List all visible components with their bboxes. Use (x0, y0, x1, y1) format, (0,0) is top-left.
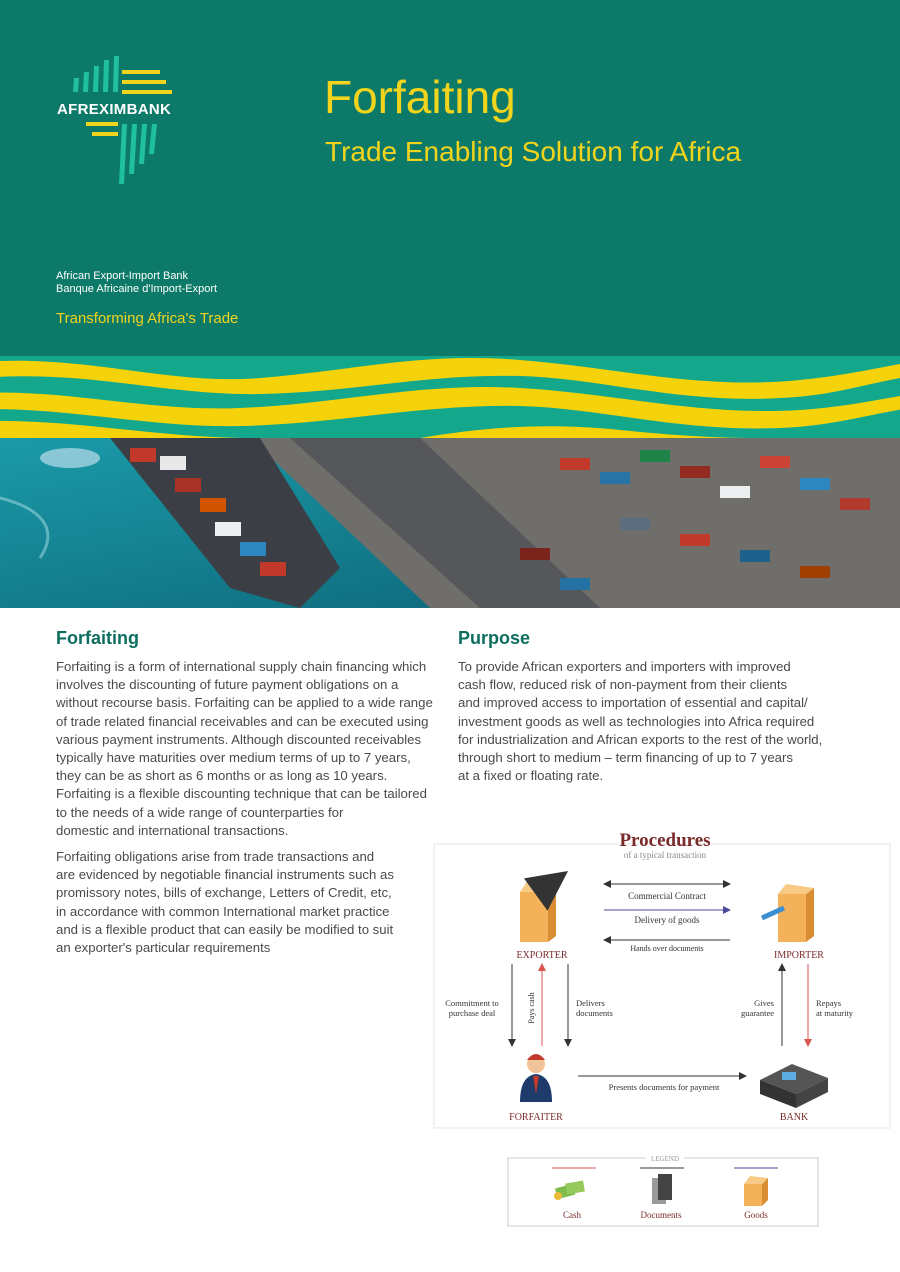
flow-hands-over-documents: Hands over documents (630, 944, 704, 953)
legend-goods: Goods (744, 1210, 768, 1220)
diagram-title: Procedures (619, 830, 711, 851)
text-line: of trade related financial receivables and can be executed using (56, 713, 429, 729)
flow-commercial-contract: Commercial Contract (628, 891, 706, 901)
legend-cash: Cash (563, 1210, 581, 1220)
procedures-diagram (432, 822, 892, 1232)
text-line: to the needs of a wide range of counterparties for (56, 804, 344, 820)
forfaiting-paragraph-2 (56, 848, 446, 957)
header-banner (0, 0, 900, 356)
forfaiting-paragraph-1 (56, 658, 446, 840)
node-importer: IMPORTER (774, 950, 824, 961)
text-line: are evidenced by negotiable financial instruments such as (56, 867, 394, 883)
text-line: an exporter's particular requirements (56, 940, 271, 956)
page-subtitle: Trade Enabling Solution for Africa (325, 136, 742, 167)
text-line: Forfaiting is a form of international supply chain financing which (56, 659, 427, 674)
bank-name-english: African Export-Import Bank (56, 270, 189, 282)
logo-text: AFREXIMBANK (57, 101, 172, 118)
flow-gives-line2: guarantee (740, 1008, 774, 1018)
text-line: they can be as short as 6 months or as long as 10 years. (56, 768, 388, 784)
flow-presents-documents: Presents documents for payment (608, 1082, 720, 1092)
node-forfaiter: FORFAITER (509, 1112, 563, 1123)
flow-repays-line2: at maturity (816, 1008, 854, 1018)
text-line: for industrialization and African exports to the rest of the world, (458, 731, 823, 747)
flow-delivers-line2: documents (576, 1008, 613, 1018)
text-line: through short to medium – term financing of up to 7 years (458, 750, 793, 766)
goods-icon (744, 1176, 768, 1206)
flow-commitment-line1: Commitment to (445, 998, 499, 1008)
text-line: and is a flexible product that can easily be modified to suit (56, 921, 394, 937)
text-line: Forfaiting obligations arise from trade transactions and (56, 849, 375, 864)
diagram-subtitle: of a typical transaction (623, 850, 707, 860)
text-line: without recourse basis. Forfaiting can be applied to a wide range (56, 695, 433, 711)
text-line: in accordance with common International market practice (56, 903, 390, 919)
text-line: at a fixed or floating rate. (458, 768, 604, 784)
flow-gives-line1: Gives (754, 998, 774, 1008)
text-line: cash flow, reduced risk of non-payment from their clients (458, 677, 788, 693)
afreximbank-logo-icon (56, 52, 186, 192)
flow-commitment-line2: purchase deal (448, 1008, 496, 1018)
text-line: promissory notes, bills of exchange, Letters of Credit, etc, (56, 885, 392, 901)
forfaiting-heading: Forfaiting (56, 628, 139, 648)
bank-name-french: Banque Africaine d'Import-Export (56, 283, 218, 295)
decorative-wave-band (0, 356, 900, 438)
text-line: domestic and international transactions. (56, 822, 289, 838)
text-line: various payment instruments. Although discounted receivables (56, 731, 422, 747)
documents-icon (652, 1174, 672, 1204)
port-aerial-photo (0, 438, 900, 608)
tagline: Transforming Africa's Trade (56, 310, 239, 327)
flow-repays-line1: Repays (816, 998, 842, 1008)
text-line: typically have maturities over medium terms of up to 7 years, (56, 750, 411, 766)
text-line: and improved access to importation of essential and capital/ (458, 695, 808, 711)
text-line: involves the discounting of future payment obligations on a (56, 677, 399, 693)
page-title: Forfaiting (324, 71, 516, 123)
flow-delivers-line1: Delivers (576, 998, 605, 1008)
flow-pays-cash: Pays cash (527, 992, 536, 1024)
legend-title: LEGEND (651, 1155, 679, 1163)
flow-delivery-of-goods: Delivery of goods (634, 915, 700, 925)
purpose-paragraph (458, 658, 878, 785)
text-line: To provide African exporters and importers with improved (458, 659, 791, 674)
text-line: investment goods as well as technologies into Africa required (458, 713, 815, 729)
node-exporter: EXPORTER (516, 950, 568, 961)
legend-documents: Documents (640, 1210, 682, 1220)
text-line: Forfaiting is a flexible discounting technique that can be tailored (56, 786, 427, 802)
node-bank: BANK (779, 1112, 809, 1123)
purpose-heading: Purpose (458, 628, 531, 648)
